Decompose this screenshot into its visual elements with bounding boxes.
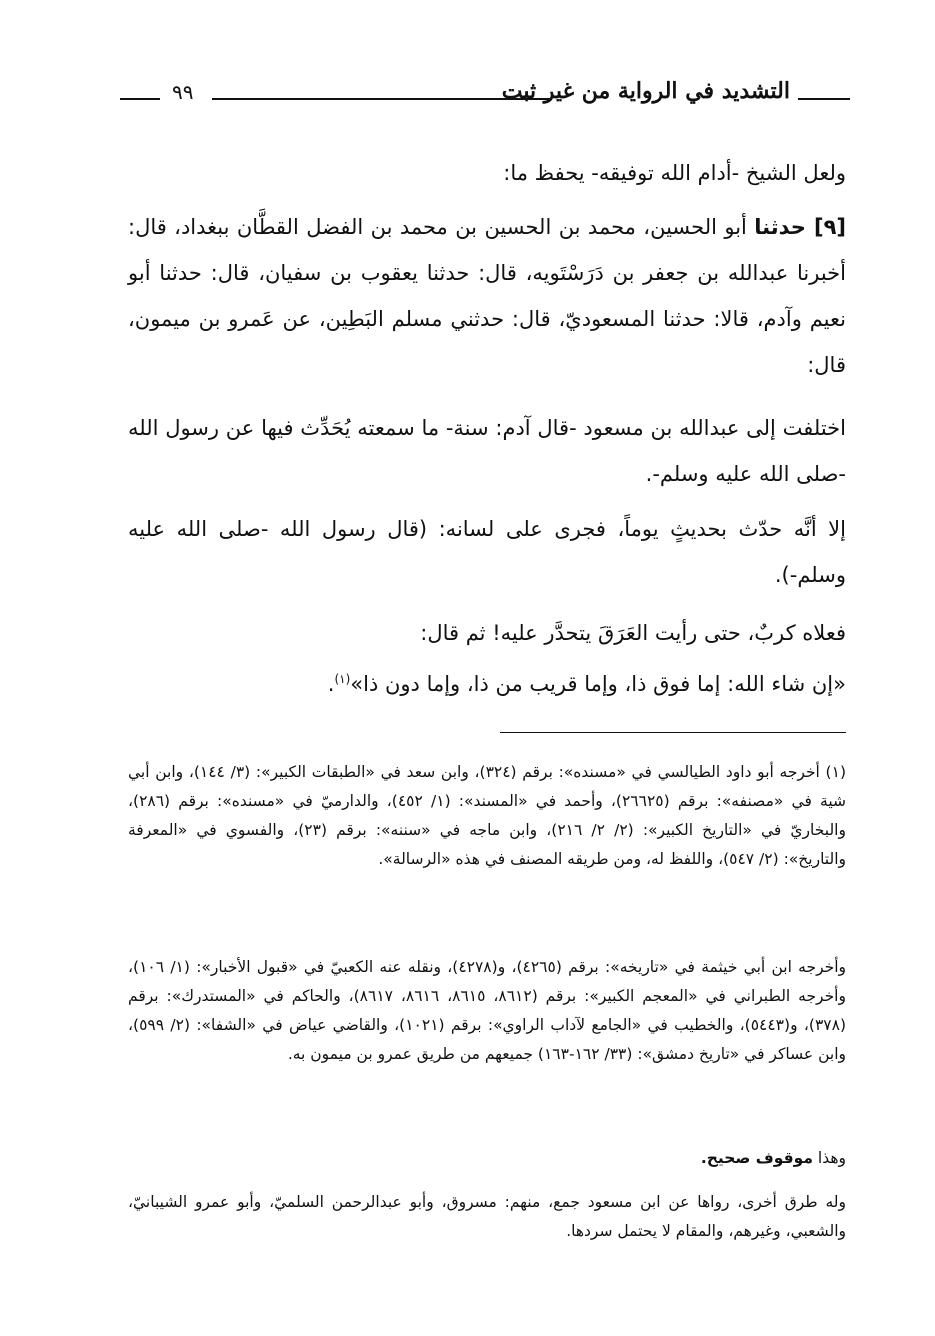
- isnad-text: أبو الحسين، محمد بن الحسين بن محمد بن الفضل القطَّان ببغداد، قال: أخبرنا عبدالله بن جعفر بن دَرَسْتَويه، قال: حدثنا يعقوب بن سفيان، قال: حدثنا أبو نعيم وآدم، قالا: حدثنا المسعوديّ، قال: حدثني مسلم البَطِين، عن عَمرو بن ميمون، قال:: [128, 215, 846, 377]
- footnote-3: [128, 1144, 846, 1173]
- main-text: [128, 150, 846, 196]
- verdict-prefix: وهذا: [817, 1149, 846, 1167]
- matn-para-4: [128, 656, 846, 707]
- footnote-4: [128, 1188, 846, 1246]
- footnote-2: [128, 953, 846, 1069]
- page-number: ٩٩: [172, 80, 194, 104]
- footnote-1-text: (١) أخرجه أبو داود الطيالسي في «مسنده»: برقم (٣٢٤)، وابن سعد في «الطبقات الكبير»: (٣/ ١٤٤)، وابن أبي شية في «مصنفه»: برقم (٢٦٦٢٥)، وأحمد في «المسند»: (١/ ٤٥٢)، والدارميّ في «مسنده»: برقم (٢٨٦)، والبخاريّ في «التاريخ الكبير»: (٢/ ٢/ ٢١٦)، وابن ماجه في «سننه»: برقم (٢٣)، والفسوي في «المعرفة والتاريخ»: (٢/ ٥٤٧)، واللفظ له، ومن طريقه المصنف في هذه «الرسالة».: [128, 763, 846, 868]
- matn-text-2: إلا أنَّه حدّث بحديثٍ يوماً، فجرى على لسانه: (قال رسول الله -صلى الله عليه وسلم-).: [128, 517, 846, 587]
- hadith-isnad: [128, 204, 846, 388]
- isnad-paragraph: [128, 204, 846, 388]
- running-header: [120, 72, 850, 112]
- item-marker: [٩] حدثنا: [754, 215, 846, 239]
- running-title: التشديد في الرواية من غير ثبت: [501, 78, 790, 104]
- footnote-1: [128, 758, 846, 874]
- matn-para-3: [128, 610, 846, 656]
- matn-text-1: اختلفت إلى عبدالله بن مسعود -قال آدم: سنة- ما سمعته يُحَدِّث فيها عن رسول الله -صلى الله عليه وسلم-.: [128, 416, 846, 486]
- footnote-2-text: وأخرجه ابن أبي خيثمة في «تاريخه»: برقم (٤٢٦٥)، و(٤٢٧٨)، ونقله عنه الكعبيّ في «قبول الأخبار»: (١/ ١٠٦)، وأخرجه الطبراني في «المعجم الكبير»: برقم (٨٦١٢، ٨٦١٥، ٨٦١٦، ٨٦١٧)، والحاكم في «المستدرك»: برقم (٣٧٨)، و(٥٤٤٣)، والخطيب في «الجامع لآداب الراوي»: برقم (١٠٢١)، والقاضي عياض في «الشفا»: (٢/ ٥٩٩)، وابن عساكر في «تاريخ دمشق»: (٣٣/ ١٦٢-١٦٣) جميعهم من طريق عمرو بن ميمون به.: [128, 958, 846, 1063]
- verdict-bold: موقوف صحيح.: [700, 1149, 813, 1167]
- header-rule-left: [120, 98, 160, 100]
- quote-end: .: [327, 672, 335, 696]
- matn-para-1: [128, 405, 846, 497]
- footnote-4-text: وله طرق أخرى، رواها عن ابن مسعود جمع، منهم: مسروق، وأبو عبدالرحمن السلميّ، وأبو عمرو الشيبانيّ، والشعبي، وغيرهم، والمقام لا يحتمل سردها.: [128, 1193, 846, 1240]
- matn-text-4: [128, 656, 846, 707]
- quote-text: «إن شاء الله: إما فوق ذا، وإما قريب من ذا، وإما دون ذا»: [350, 672, 846, 696]
- intro-line: ولعل الشيخ -أدام الله توفيقه- يحفظ ما:: [503, 161, 846, 185]
- footnote-ref: (١): [334, 672, 351, 686]
- footnote-3-text: [128, 1144, 846, 1173]
- matn-para-2: [128, 506, 846, 598]
- matn-text-3: فعلاه كربٌ، حتى رأيت العَرَقَ يتحدَّر عليه! ثم قال:: [420, 621, 846, 645]
- header-rule-right: [798, 98, 850, 100]
- footnote-separator: [500, 732, 846, 733]
